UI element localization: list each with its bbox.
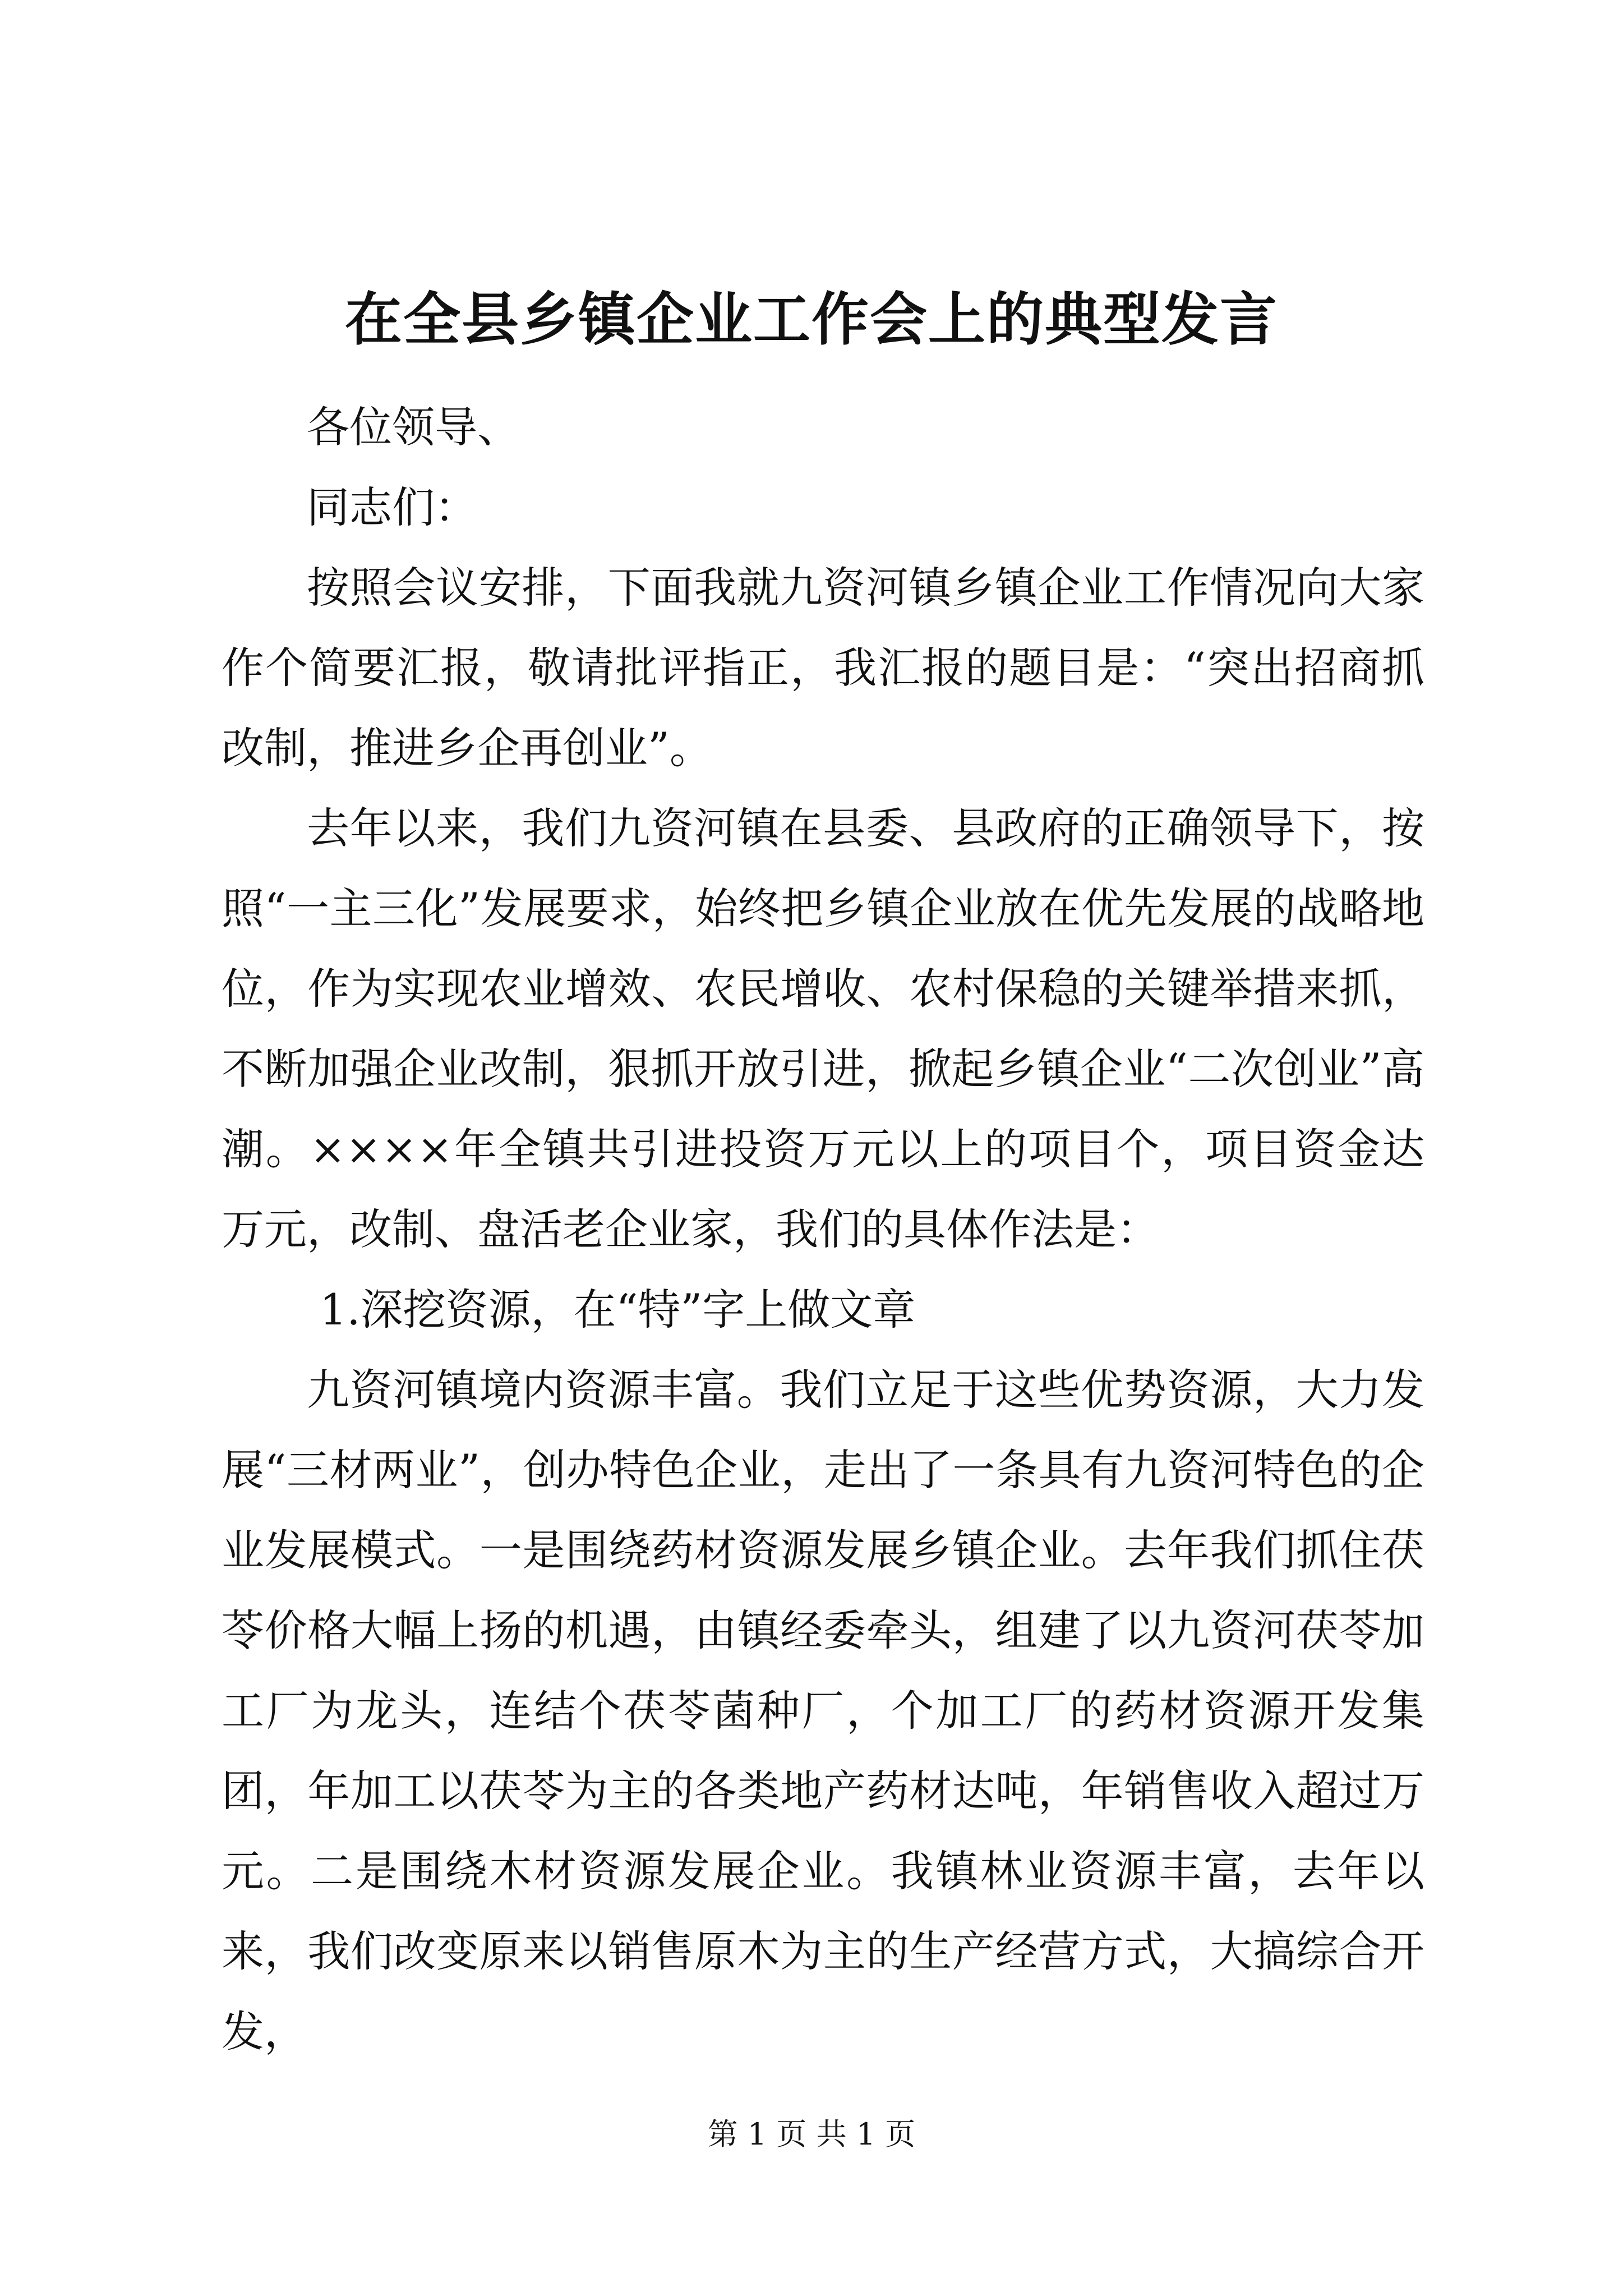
document-body [222,387,1424,2072]
section-heading-1: 1.深挖资源，在“特”字上做文章 [320,1285,916,1335]
document-title: 在全县乡镇企业工作会上的典型发言 [345,286,1278,353]
paragraph-intro: 按照会议安排，下面我就九资河镇乡镇企业工作情况向大家作个简要汇报，敬请批评指正，我汇报的题目是：“突出招商抓改制，推进乡企再创业”。 [222,563,1424,773]
page-footer: 第 1 页 共 1 页 [707,2116,916,2152]
salutation-comrades: 同志们： [307,482,477,532]
salutation-leaders: 各位领导、 [307,402,520,452]
paragraph-resources: 九资河镇境内资源丰富。我们立足于这些优势资源，大力发展“三材两业”，创办特色企业，走出了一条具有九资河特色的企业发展模式。一是围绕药材资源发展乡镇企业。去年我们抓住茯苓价格大幅上扬的机遇，由镇经委牵头，组建了以九资河茯苓加工厂为龙头，连结个茯苓菌种厂，个加工厂的药材资源开发集团，年加工以茯苓为主的各类地产药材达吨，年销售收入超过万元。二是围绕木材资源发展企业。我镇林业资源丰富，去年以来，我们改变原来以销售原木为主的生产经营方式，大搞综合开发， [222,1365,1424,2056]
paragraph-overview: 去年以来，我们九资河镇在县委、县政府的正确领导下，按照“一主三化”发展要求，始终把乡镇企业放在优先发展的战略地位，作为实现农业增效、农民增收、农村保稳的关键举措来抓，不断加强企业改制，狠抓开放引进，掀起乡镇企业“二次创业”高潮。××××年全镇共引进投资万元以上的项目个，项目资金达万元，改制、盘活老企业家，我们的具体作法是： [222,803,1424,1254]
